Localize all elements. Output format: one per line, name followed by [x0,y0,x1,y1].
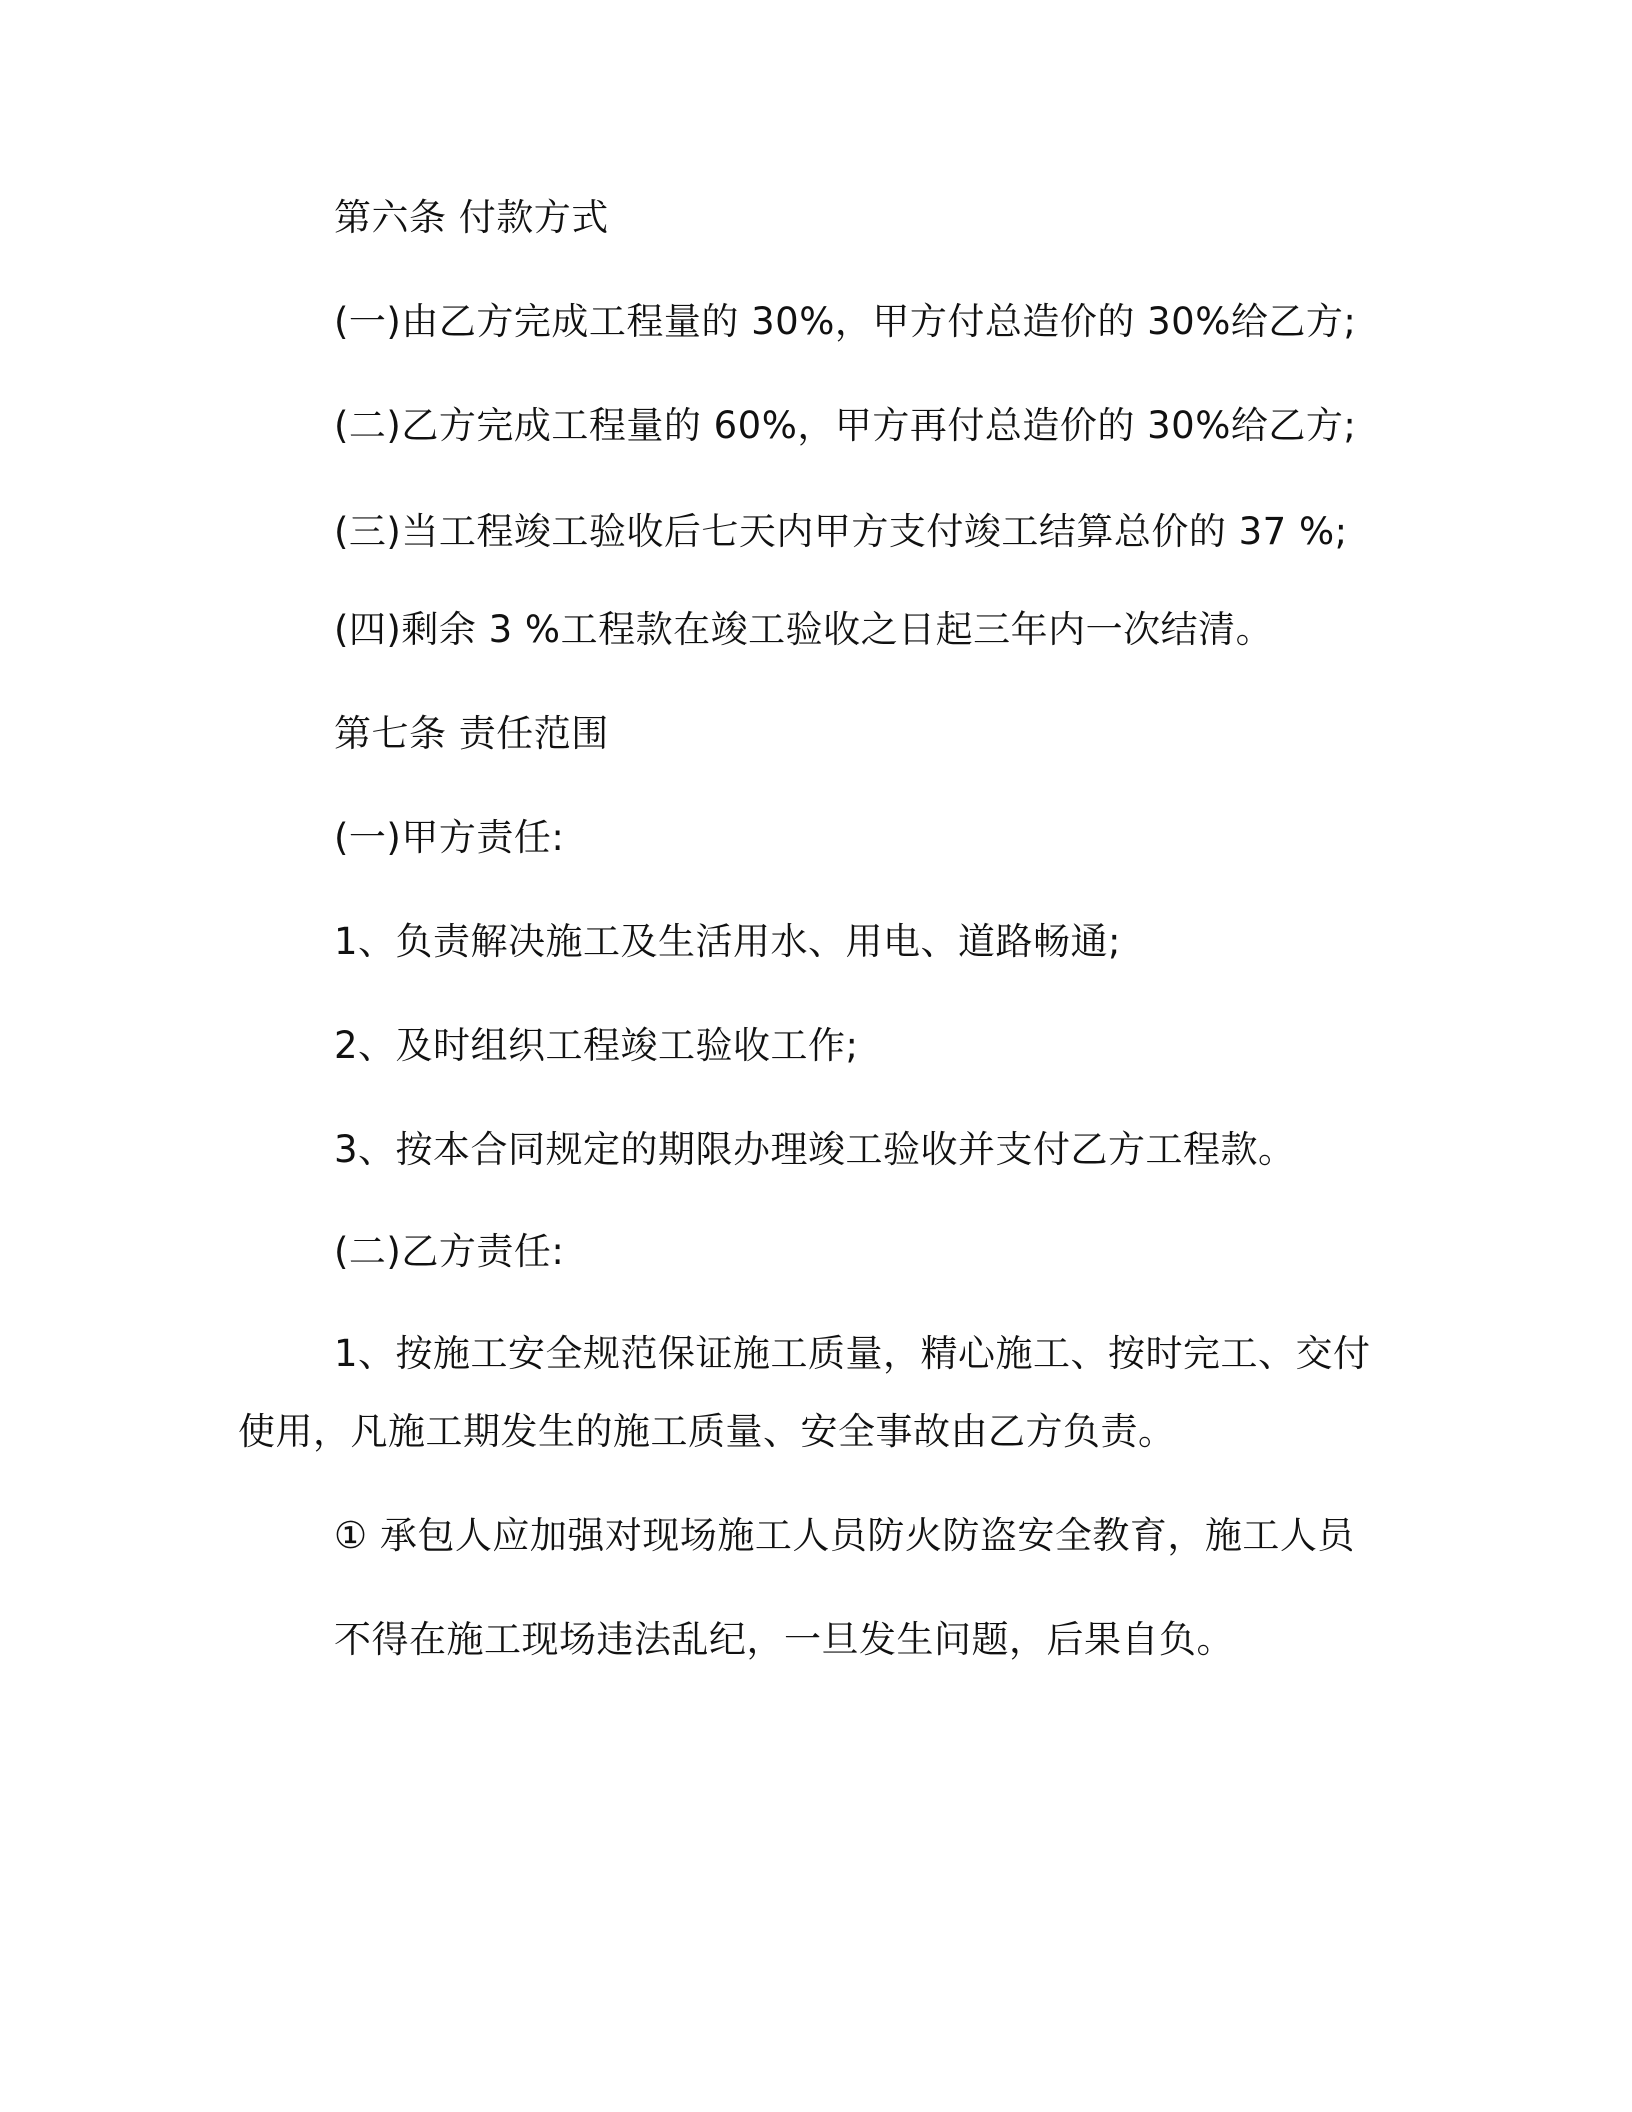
party-a-item-3: 3、按本合同规定的期限办理竣工验收并支付乙方工程款。 [334,1128,1296,1171]
article-7-title: 第七条 责任范围 [334,712,609,755]
payment-item-1: (一)由乙方完成工程量的 30%，甲方付总造价的 30%给乙方; [334,300,1357,343]
party-b-item-1-line-1: 1、按施工安全规范保证施工质量，精心施工、按时完工、交付 [334,1332,1371,1375]
party-b-heading: (二)乙方责任: [334,1230,565,1273]
party-a-item-2: 2、及时组织工程竣工验收工作; [334,1024,859,1067]
payment-item-2: (二)乙方完成工程量的 60%，甲方再付总造价的 30%给乙方; [334,404,1357,447]
article-6-title: 第六条 付款方式 [334,196,609,239]
party-a-heading: (一)甲方责任: [334,816,565,859]
party-b-note-line-1: ① 承包人应加强对现场施工人员防火防盗安全教育，施工人员 [334,1514,1355,1557]
payment-item-3: (三)当工程竣工验收后七天内甲方支付竣工结算总价的 37 %; [334,510,1348,553]
payment-item-4: (四)剩余 3 %工程款在竣工验收之日起三年内一次结清。 [334,608,1274,651]
party-b-item-1-line-2: 使用，凡施工期发生的施工质量、安全事故由乙方负责。 [238,1410,1176,1453]
party-b-note-line-2: 不得在施工现场违法乱纪，一旦发生问题，后果自负。 [334,1618,1234,1661]
party-a-item-1: 1、负责解决施工及生活用水、用电、道路畅通; [334,920,1122,963]
